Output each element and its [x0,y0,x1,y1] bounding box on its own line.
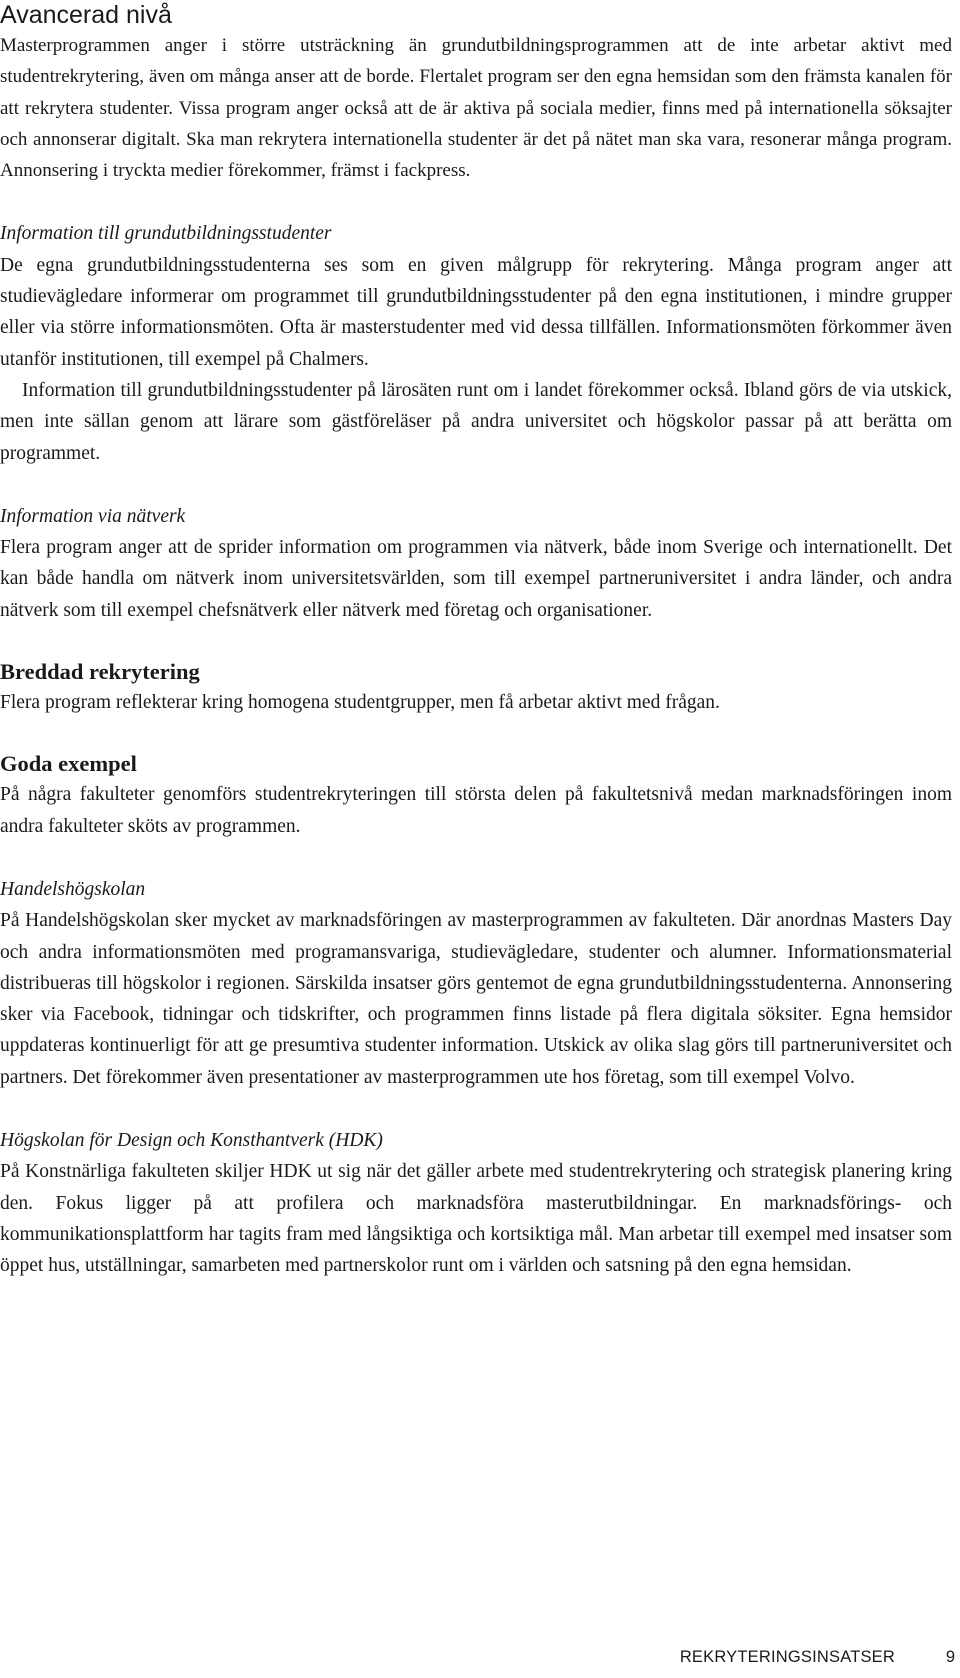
subheading-information-grundutbildning: Information till grundutbildningsstudenter [0,223,332,245]
heading-breddad-rekrytering: Breddad rekrytering [0,659,200,685]
info-grund-paragraph-1: De egna grundutbildningsstudenterna ses som en given målgrupp för rekrytering. Många program anger att studievägledare informerar om programmet till grundutbildningsstudenter på den egna institutionen, i mindre grupper eller via större informationsmöten. Ofta är masterstudenter med vid dessa tillfällen. Informationsmöten förkommer även utanför institutionen, till exempel på Chalmers. [0,254,952,370]
page-number: 9 [945,1648,955,1666]
subheading-handelshogskolan: Handelshögskolan [0,878,146,900]
subheading-information-natverk: Information via nätverk [0,505,186,527]
running-footer-title: REKRYTERINGSINSATSER [679,1648,895,1666]
hdk-paragraph: På Konstnärliga fakulteten skiljer HDK ut sig när det gäller arbete med studentrekrytering och strategisk planering kring den. Fokus ligger på att profilera och marknadsföra masterutbildningar. En marknadsförings- och kommunikationsplattform har tagits fram med långsiktiga och kortsiktiga mål. Man arbetar till exempel med insatser som öppet hus, utställningar, samarbeten med partnerskolor runt om i världen och satsning på den egna hemsidan. [0,1161,952,1277]
handels-paragraph: På Handelshögskolan sker mycket av marknadsföringen av masterprogrammen av fakulteten. Där anordnas Masters Day och andra informationsmöten med programansvariga, studievägledare, studenter och alumner. Informationsmaterial distribueras till högskolor i regionen. Särskilda insatser görs gentemot de egna grundutbildningsstudenterna. Annonsering sker via Facebook, tidningar och tidskrifter, och programmen finns listade på flera digitala söksiter. Egna hemsidor uppdateras kontinuerligt för att ge presumtiva studenter information. Utskick av olika slag görs till partneruniversitet och partners. Det förekommer även presentationer av masterprogrammen ute hos företag, som till exempel Volvo. [0,910,952,1088]
heading-goda-exempel: Goda exempel [0,751,137,777]
breddad-paragraph: Flera program reflekterar kring homogena studentgrupper, men få arbetar aktivt med frågan. [0,692,720,714]
page-footer [600,1646,955,1668]
info-natverk-paragraph: Flera program anger att de sprider information om programmen via nätverk, både inom Sverige och internationellt. Det kan både handla om nätverk inom universitetsvärlden, som till exempel partneruniversitet i andra länder, och andra nätverk som till exempel chefsnätverk eller nätverk med företag och organisationer. [0,537,952,621]
section-heading-avancerad-niva: Avancerad nivå [0,1,172,29]
goda-paragraph: På några fakulteter genomförs studentrekryteringen till största delen på fakultetsnivå medan marknadsföringen inom andra fakulteter sköts av programmen. [0,784,952,837]
subheading-hdk: Högskolan för Design och Konsthantverk (HDK) [0,1130,383,1152]
info-grund-paragraph-2: Information till grundutbildningsstudenter på lärosäten runt om i landet förekommer också. Ibland görs de via utskick, men inte sällan genom att lärare som gästföreläser på andra universitet och högskolor passar på att berätta om programmet. [0,379,952,464]
intro-paragraph: Masterprogrammen anger i större utsträckning än grundutbildningsprogrammen att de inte arbetar aktivt med studentrekrytering, även om många anser att de borde. Flertalet program ser den egna hemsidan som den främsta kanalen för att rekrytera studenter. Vissa program anger också att de är aktiva på sociala medier, finns med på internationella söksajter och annonserar digitalt. Ska man rekrytera internationella studenter är det på nätet man ska vara, resonerar många program. Annonsering i tryckta medier förekommer, främst i fackpress. [0,35,952,182]
